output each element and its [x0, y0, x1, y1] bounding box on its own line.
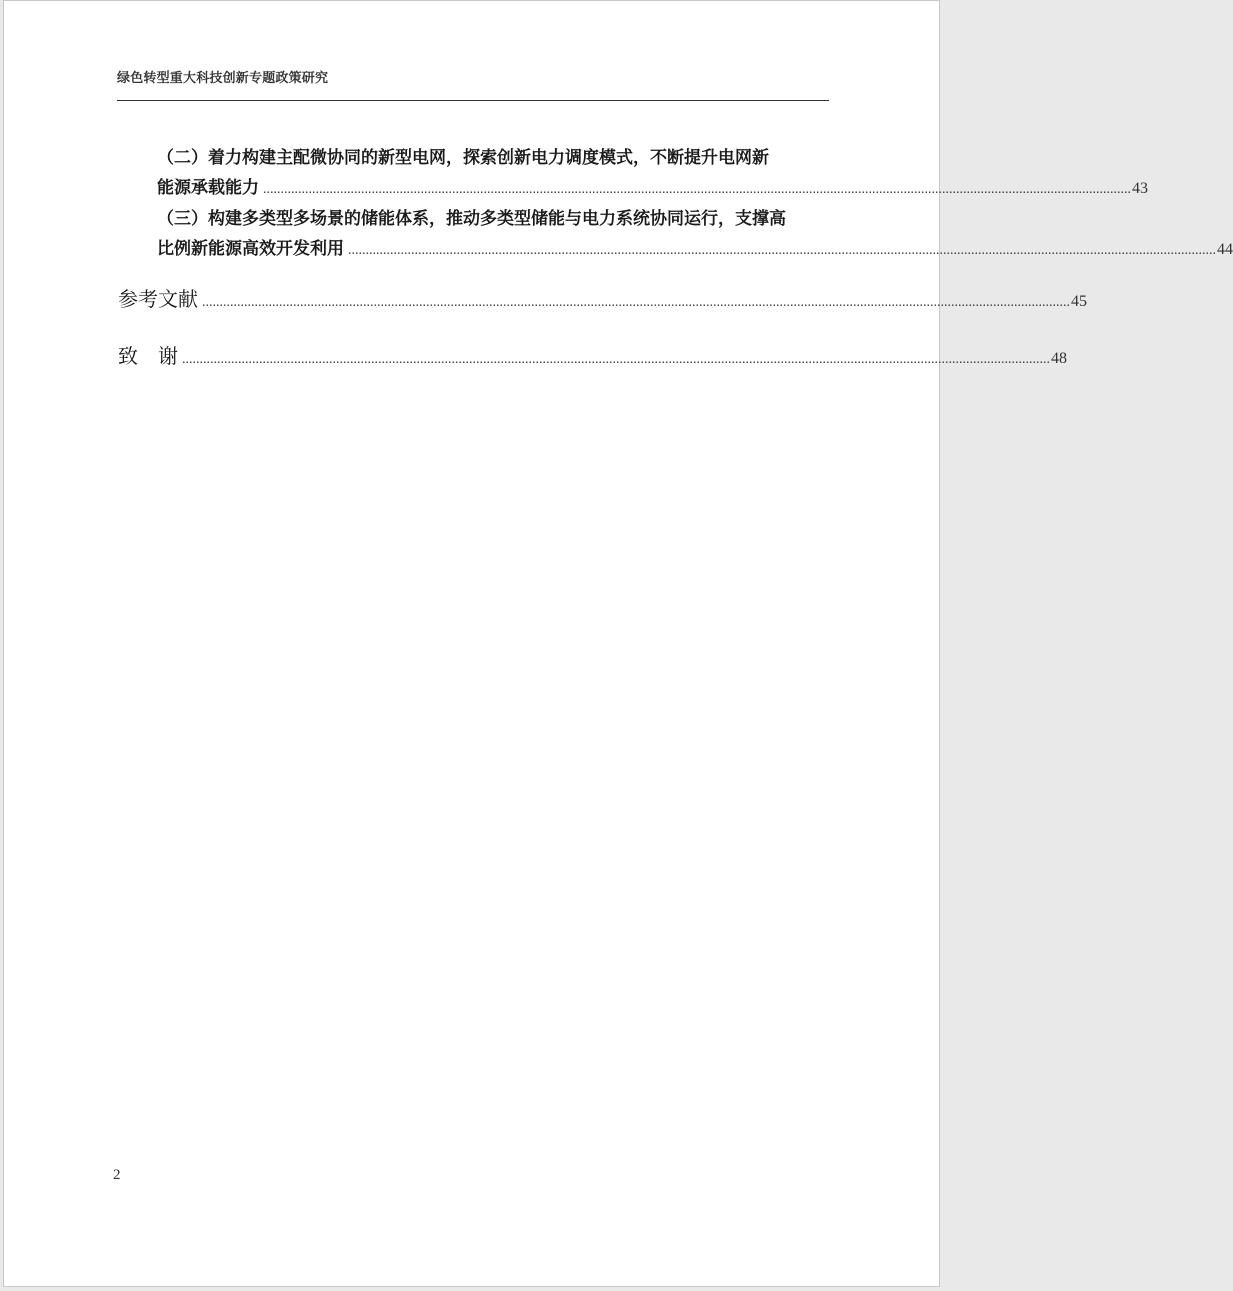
dot-leader: ........................................................................................................................................................................................................................................................: [263, 182, 1131, 197]
header-divider: [117, 100, 829, 101]
toc-entry-title-line: （二）着力构建主配微协同的新型电网，探索创新电力调度模式，不断提升电网新: [157, 148, 769, 168]
dot-leader: ........................................................................................................................................................................................................................................................: [202, 295, 1070, 310]
toc-entry-title-continuation: 能源承载能力: [157, 178, 259, 198]
toc-entry-acknowledgements[interactable]: [118, 341, 1067, 371]
toc-entry-leader-line: [157, 173, 1148, 203]
toc-entry-title: 致 谢: [118, 344, 178, 368]
toc-entry-title-continuation: 比例新能源高效开发利用: [157, 239, 344, 259]
toc-page-number: 48: [1051, 350, 1067, 367]
dot-leader: ........................................................................................................................................................................................................................................................: [182, 352, 1050, 367]
toc-page-number: 44: [1217, 241, 1233, 258]
toc-page-number: 45: [1071, 293, 1087, 310]
running-header-title: 绿色转型重大科技创新专题政策研究: [117, 71, 329, 86]
toc-entry-leader-line: [157, 234, 1233, 264]
toc-entry-title: 参考文献: [118, 287, 198, 311]
document-page: [3, 0, 1233, 1287]
toc-entry-title-line: （三）构建多类型多场景的储能体系，推动多类型储能与电力系统协同运行，支撑高: [157, 209, 786, 229]
toc-entry-leader-line: [118, 284, 1087, 314]
toc-entry-references[interactable]: [118, 284, 1087, 314]
footer-page-number: 2: [113, 1167, 121, 1183]
dot-leader: ........................................................................................................................................................................................................................................................: [348, 243, 1216, 258]
toc-entry-2-2[interactable]: [157, 143, 1148, 203]
toc-page-number: 43: [1132, 180, 1148, 197]
toc-entry-2-3[interactable]: [157, 204, 1233, 264]
toc-entry-leader-line: [118, 341, 1067, 371]
